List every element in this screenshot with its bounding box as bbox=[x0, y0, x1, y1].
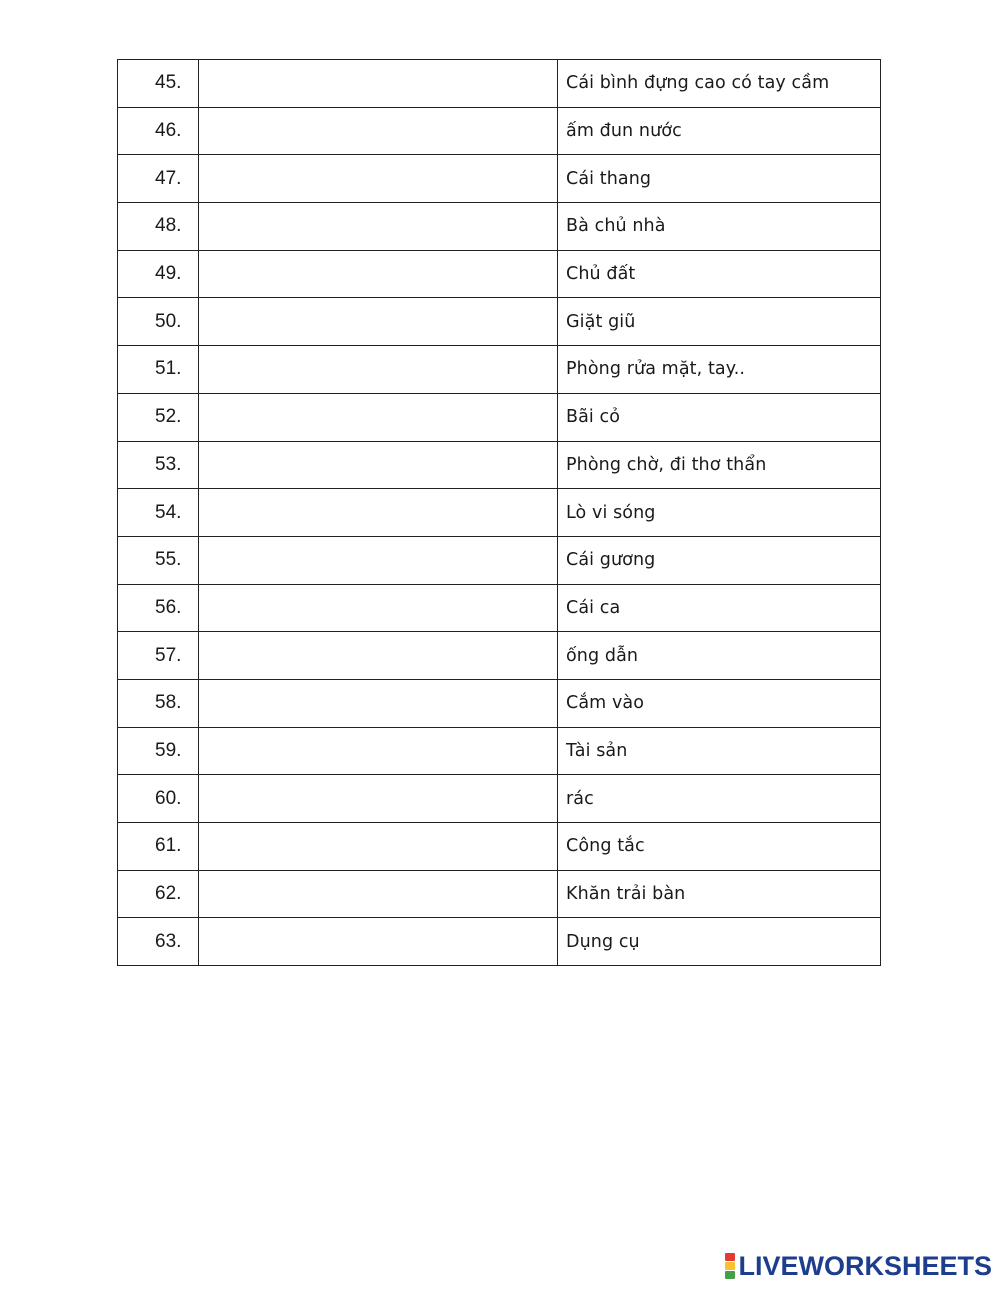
row-number: 56. bbox=[118, 584, 199, 632]
meaning-text: Bãi cỏ bbox=[558, 393, 881, 441]
table-row bbox=[118, 775, 881, 823]
vocabulary-table bbox=[117, 59, 881, 966]
answer-box[interactable] bbox=[199, 536, 558, 584]
answer-box[interactable] bbox=[199, 441, 558, 489]
row-number: 62. bbox=[118, 870, 199, 918]
answer-box[interactable] bbox=[199, 679, 558, 727]
meaning-text: Cái bình đựng cao có tay cầm bbox=[558, 60, 881, 108]
logo-mark-square bbox=[725, 1262, 735, 1270]
table-row bbox=[118, 727, 881, 775]
table-row bbox=[118, 823, 881, 871]
answer-box[interactable] bbox=[199, 632, 558, 680]
meaning-text: Tài sản bbox=[558, 727, 881, 775]
meaning-text: ấm đun nước bbox=[558, 107, 881, 155]
logo-mark-square bbox=[725, 1271, 735, 1279]
meaning-text: Lò vi sóng bbox=[558, 489, 881, 537]
answer-box[interactable] bbox=[199, 584, 558, 632]
meaning-text: Công tắc bbox=[558, 823, 881, 871]
row-number: 61. bbox=[118, 823, 199, 871]
meaning-text: Khăn trải bàn bbox=[558, 870, 881, 918]
answer-box[interactable] bbox=[199, 918, 558, 966]
vocabulary-table-body bbox=[118, 60, 881, 966]
table-row bbox=[118, 536, 881, 584]
answer-box[interactable] bbox=[199, 346, 558, 394]
row-number: 54. bbox=[118, 489, 199, 537]
meaning-text: Phòng chờ, đi thơ thẩn bbox=[558, 441, 881, 489]
answer-box[interactable] bbox=[199, 393, 558, 441]
table-row bbox=[118, 298, 881, 346]
table-row bbox=[118, 918, 881, 966]
row-number: 63. bbox=[118, 918, 199, 966]
meaning-text: rác bbox=[558, 775, 881, 823]
meaning-text: Chủ đất bbox=[558, 250, 881, 298]
table-row bbox=[118, 155, 881, 203]
logo-text: LIVEWORKSHEETS bbox=[738, 1250, 992, 1281]
meaning-text: Cái ca bbox=[558, 584, 881, 632]
row-number: 53. bbox=[118, 441, 199, 489]
table-row bbox=[118, 250, 881, 298]
table-row bbox=[118, 441, 881, 489]
row-number: 52. bbox=[118, 393, 199, 441]
row-number: 48. bbox=[118, 203, 199, 251]
answer-box[interactable] bbox=[199, 155, 558, 203]
row-number: 55. bbox=[118, 536, 199, 584]
table-row bbox=[118, 870, 881, 918]
answer-box[interactable] bbox=[199, 60, 558, 108]
table-row bbox=[118, 584, 881, 632]
row-number: 46. bbox=[118, 107, 199, 155]
answer-box[interactable] bbox=[199, 727, 558, 775]
answer-box[interactable] bbox=[199, 203, 558, 251]
meaning-text: Giặt giũ bbox=[558, 298, 881, 346]
logo-mark-icon bbox=[725, 1253, 735, 1279]
table-row bbox=[118, 679, 881, 727]
answer-box[interactable] bbox=[199, 298, 558, 346]
answer-box[interactable] bbox=[199, 823, 558, 871]
answer-box[interactable] bbox=[199, 107, 558, 155]
liveworksheets-logo bbox=[725, 1249, 992, 1283]
table-row bbox=[118, 346, 881, 394]
table-row bbox=[118, 393, 881, 441]
answer-box[interactable] bbox=[199, 870, 558, 918]
row-number: 49. bbox=[118, 250, 199, 298]
meaning-text: Dụng cụ bbox=[558, 918, 881, 966]
meaning-text: ống dẫn bbox=[558, 632, 881, 680]
row-number: 57. bbox=[118, 632, 199, 680]
meaning-text: Cắm vào bbox=[558, 679, 881, 727]
meaning-text: Cái thang bbox=[558, 155, 881, 203]
answer-box[interactable] bbox=[199, 489, 558, 537]
row-number: 51. bbox=[118, 346, 199, 394]
meaning-text: Phòng rửa mặt, tay.. bbox=[558, 346, 881, 394]
row-number: 45. bbox=[118, 60, 199, 108]
table-row bbox=[118, 203, 881, 251]
answer-box[interactable] bbox=[199, 775, 558, 823]
row-number: 58. bbox=[118, 679, 199, 727]
row-number: 50. bbox=[118, 298, 199, 346]
row-number: 59. bbox=[118, 727, 199, 775]
table-row bbox=[118, 489, 881, 537]
answer-box[interactable] bbox=[199, 250, 558, 298]
meaning-text: Cái gương bbox=[558, 536, 881, 584]
meaning-text: Bà chủ nhà bbox=[558, 203, 881, 251]
row-number: 47. bbox=[118, 155, 199, 203]
table-row bbox=[118, 60, 881, 108]
row-number: 60. bbox=[118, 775, 199, 823]
table-row bbox=[118, 632, 881, 680]
logo-mark-square bbox=[725, 1253, 735, 1261]
table-row bbox=[118, 107, 881, 155]
